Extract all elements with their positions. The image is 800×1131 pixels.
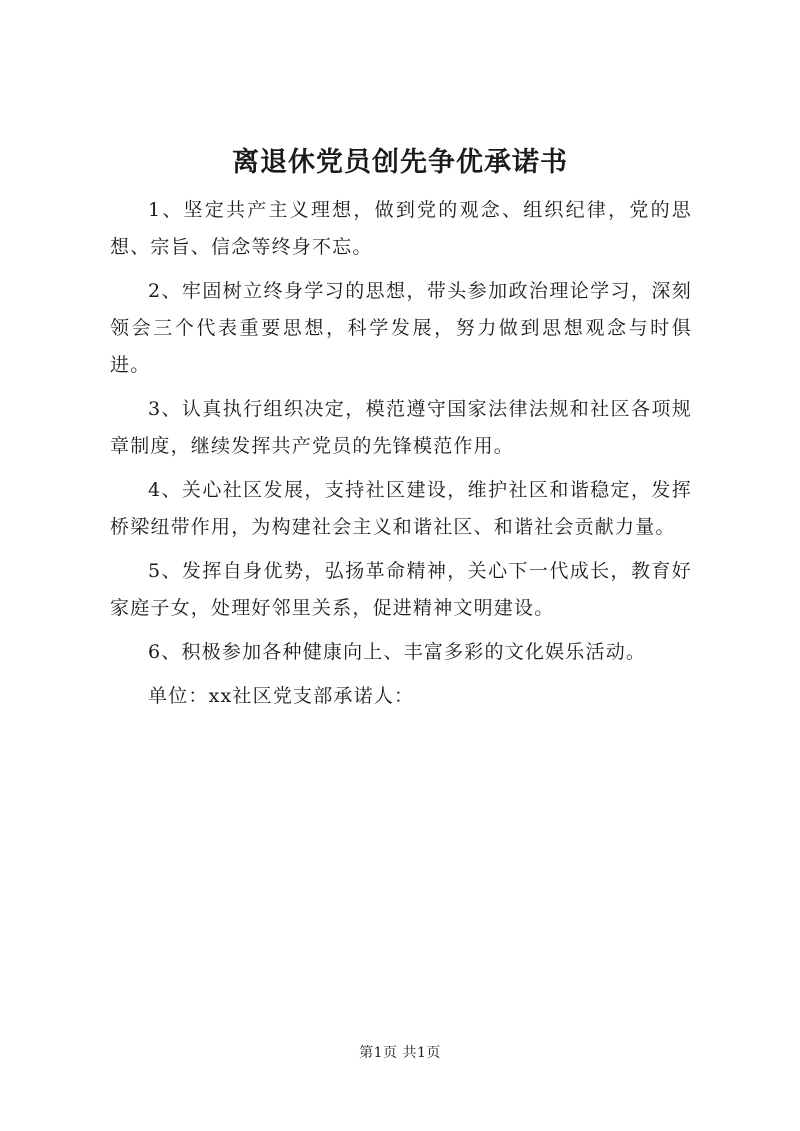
signature-line: 单位：xx社区党支部承诺人： (148, 685, 415, 707)
commitment-item-4: 4、关心社区发展，支持社区建设，维护社区和谐稳定，发挥桥梁纽带作用，为构建社会主义和谐社区、和谐社会贡献力量。 (110, 479, 692, 538)
document-title: 离退休党员创先争优承诺书 (232, 147, 568, 178)
commitment-item-3: 3、认真执行组织决定，模范遵守国家法律法规和社区各项规章制度，继续发挥共产党员的先锋模范作用。 (110, 398, 692, 457)
commitment-item-2: 2、牢固树立终身学习的思想，带头参加政治理论学习，深刻领会三个代表重要思想，科学发展，努力做到思想观念与时俱进。 (110, 280, 692, 376)
commitment-item-1: 1、坚定共产主义理想，做到党的观念、组织纪律，党的思想、宗旨、信念等终身不忘。 (110, 199, 692, 258)
commitment-item-5: 5、发挥自身优势，弘扬革命精神，关心下一代成长，教育好家庭子女，处理好邻里关系，促进精神文明建设。 (110, 560, 692, 619)
document-body (110, 192, 692, 715)
commitment-item-6: 6、积极参加各种健康向上、丰富多彩的文化娱乐活动。 (148, 641, 647, 663)
page-footer: 第1页 共1页 (359, 1045, 441, 1061)
